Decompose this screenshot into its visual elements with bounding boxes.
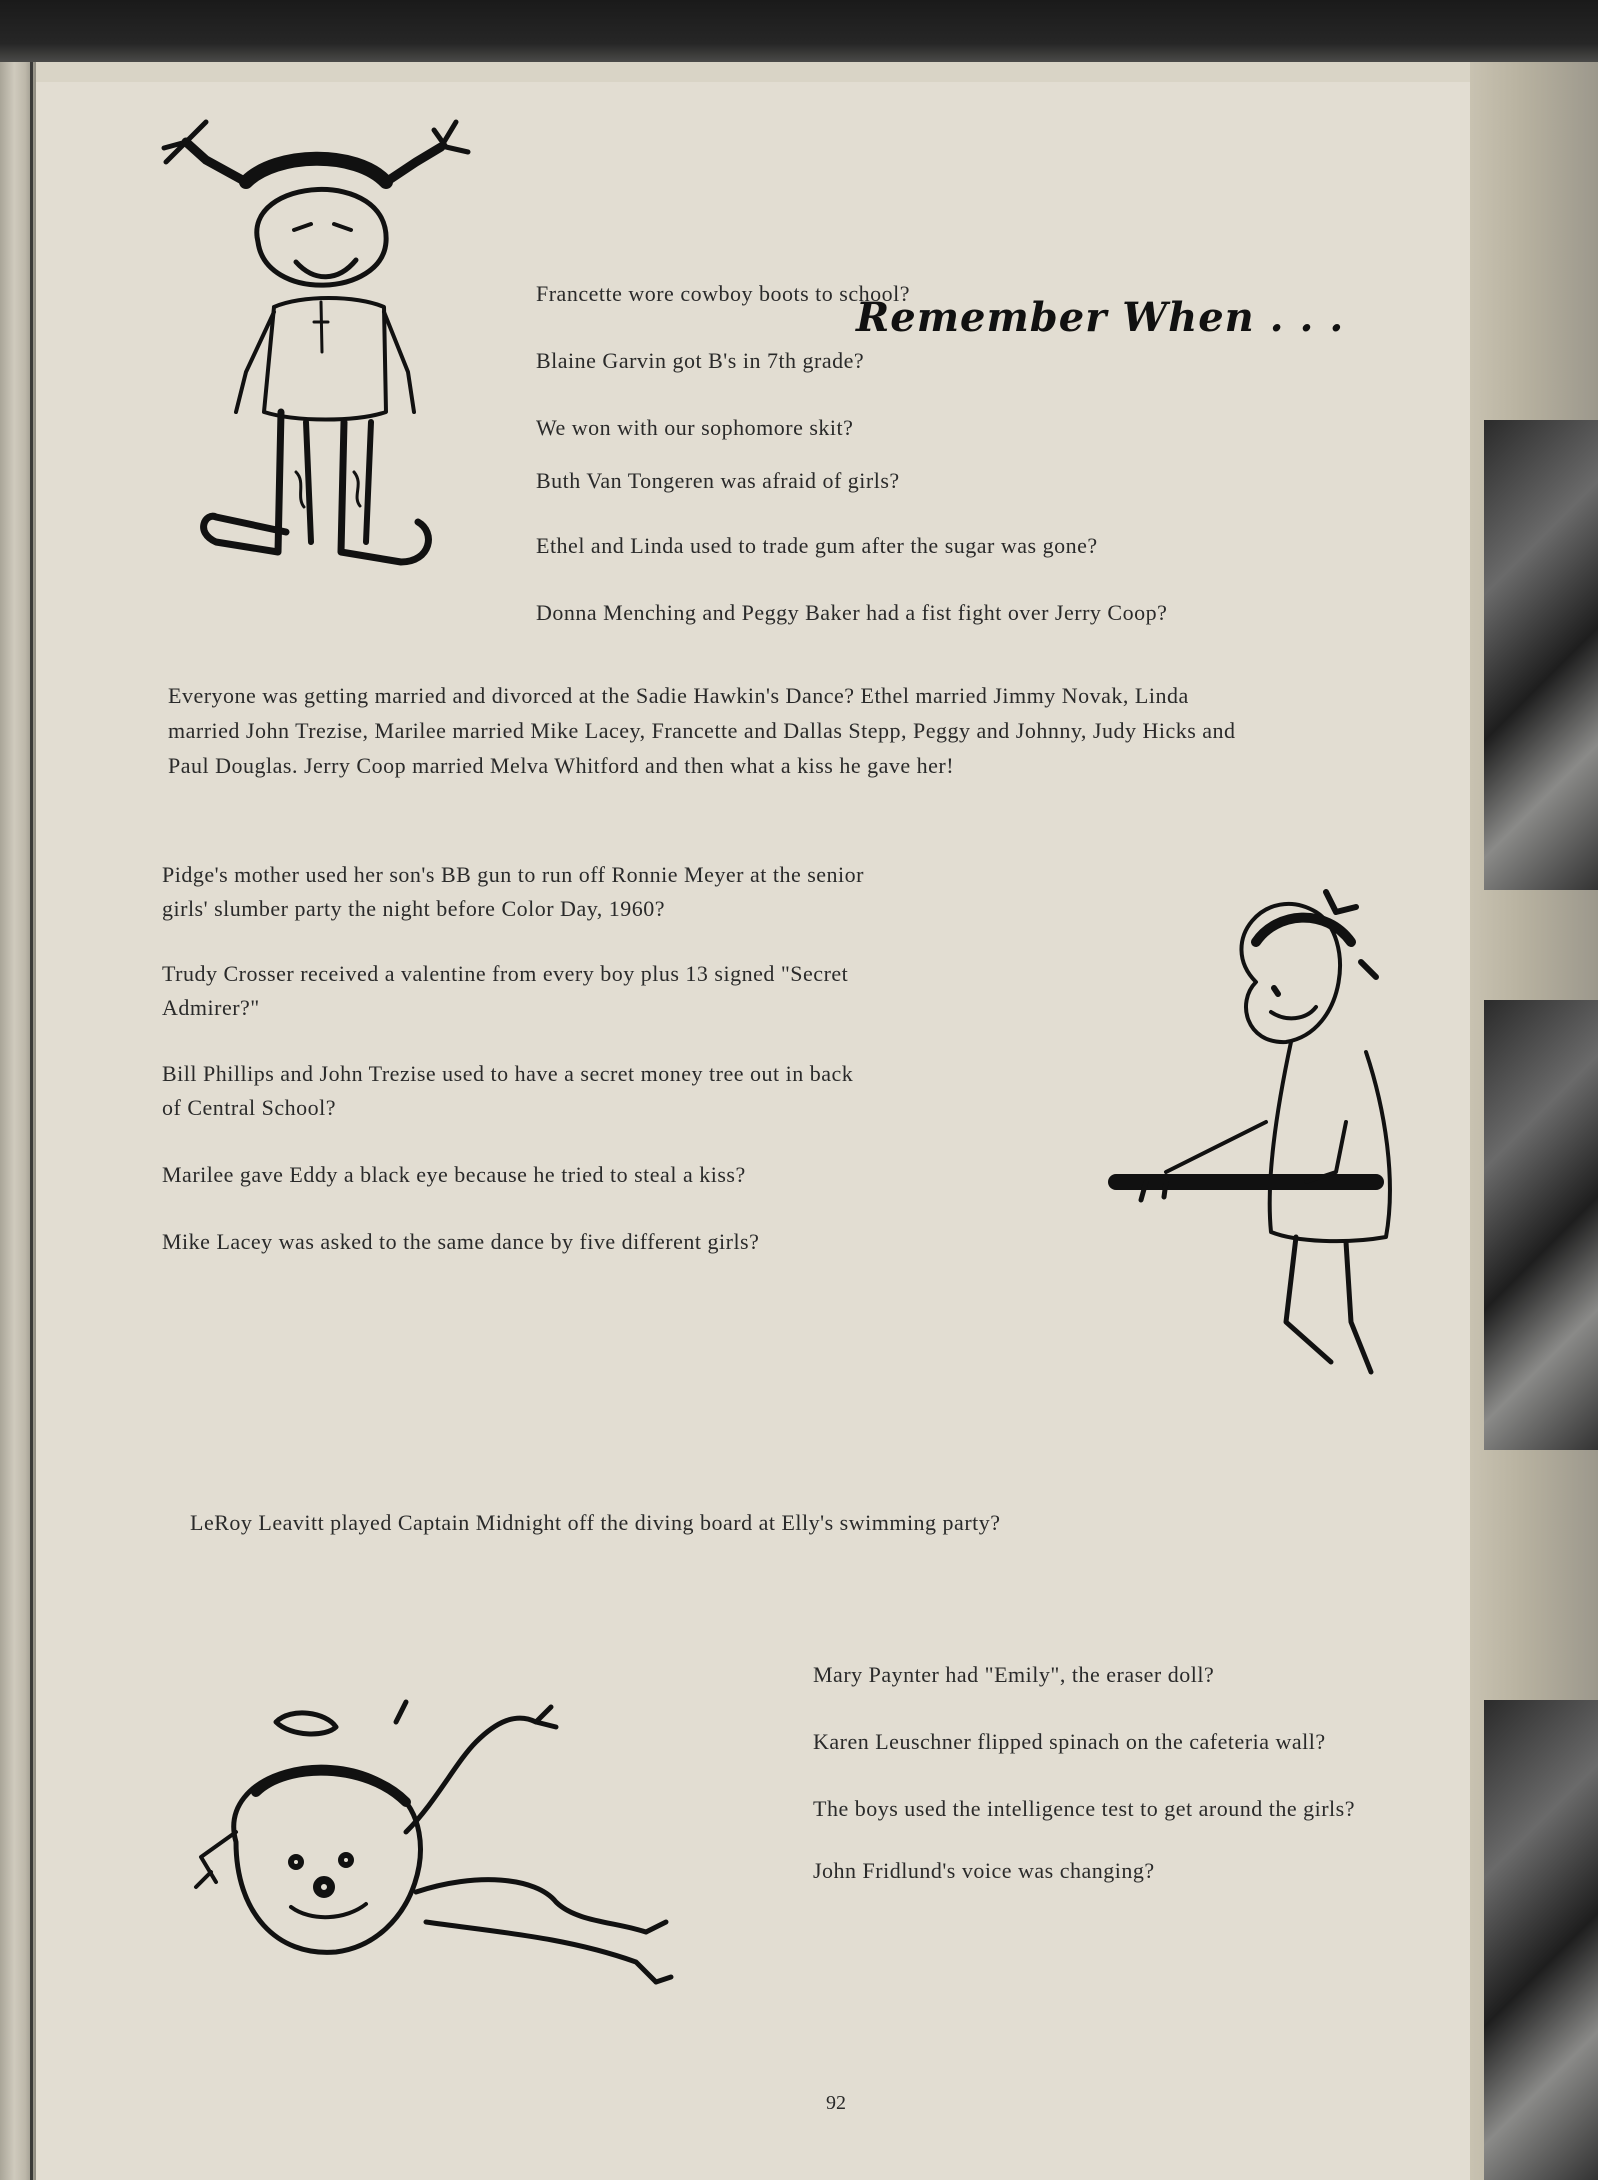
- facing-page-photo: [1484, 1000, 1598, 1450]
- scan-top-border: [0, 0, 1598, 62]
- list-item: Marilee gave Eddy a black eye because he tried to steal a kiss?: [162, 1162, 746, 1187]
- list-item: Blaine Garvin got B's in 7th grade?: [536, 348, 865, 373]
- yearbook-page: [36, 82, 1470, 2180]
- paragraph-line: married John Trezise, Marilee married Mike Lacey, Francette and Dallas Stepp, Peggy and Johnny, Judy Hicks and: [168, 718, 1236, 743]
- facing-page-photo: [1484, 1700, 1598, 2180]
- list-item: Pidge's mother used her son's BB gun to run off Ronnie Meyer at the senior: [162, 862, 864, 887]
- list-item: John Fridlund's voice was changing?: [813, 1858, 1155, 1883]
- list-item: girls' slumber party the night before Color Day, 1960?: [162, 896, 666, 921]
- list-item: Bill Phillips and John Trezise used to have a secret money tree out in back: [162, 1061, 854, 1086]
- list-item: Mary Paynter had "Emily", the eraser doll?: [813, 1662, 1215, 1687]
- girl-lying-down-illustration: [196, 1682, 736, 2022]
- page-headline: Remember When . . .: [856, 293, 1345, 341]
- list-item: We won with our sophomore skit?: [536, 415, 854, 440]
- list-item: Admirer?": [162, 995, 260, 1020]
- paragraph-line: Paul Douglas. Jerry Coop married Melva Whitford and then what a kiss he gave her!: [168, 753, 955, 778]
- list-item: of Central School?: [162, 1095, 336, 1120]
- facing-page-photo: [1484, 420, 1598, 890]
- list-item: Karen Leuschner flipped spinach on the cafeteria wall?: [813, 1729, 1326, 1754]
- list-item: Buth Van Tongeren was afraid of girls?: [536, 468, 900, 493]
- list-item: LeRoy Leavitt played Captain Midnight off the diving board at Elly's swimming party?: [190, 1510, 1001, 1535]
- page-number: 92: [826, 2092, 846, 2114]
- girl-cowboy-boots-illustration: [146, 112, 486, 632]
- list-item: Mike Lacey was asked to the same dance by five different girls?: [162, 1229, 760, 1254]
- list-item: The boys used the intelligence test to get around the girls?: [813, 1796, 1355, 1821]
- paragraph-line: Everyone was getting married and divorced at the Sadie Hawkin's Dance? Ethel married Jimmy Novak, Linda: [168, 683, 1189, 708]
- list-item: Donna Menching and Peggy Baker had a fist fight over Jerry Coop?: [536, 600, 1168, 625]
- binding-edge: [30, 62, 33, 2180]
- list-item: Ethel and Linda used to trade gum after the sugar was gone?: [536, 533, 1098, 558]
- list-item: Trudy Crosser received a valentine from every boy plus 13 signed "Secret: [162, 961, 849, 986]
- girl-with-gun-illustration: [1106, 882, 1436, 1402]
- list-item: Francette wore cowboy boots to school?: [536, 281, 910, 306]
